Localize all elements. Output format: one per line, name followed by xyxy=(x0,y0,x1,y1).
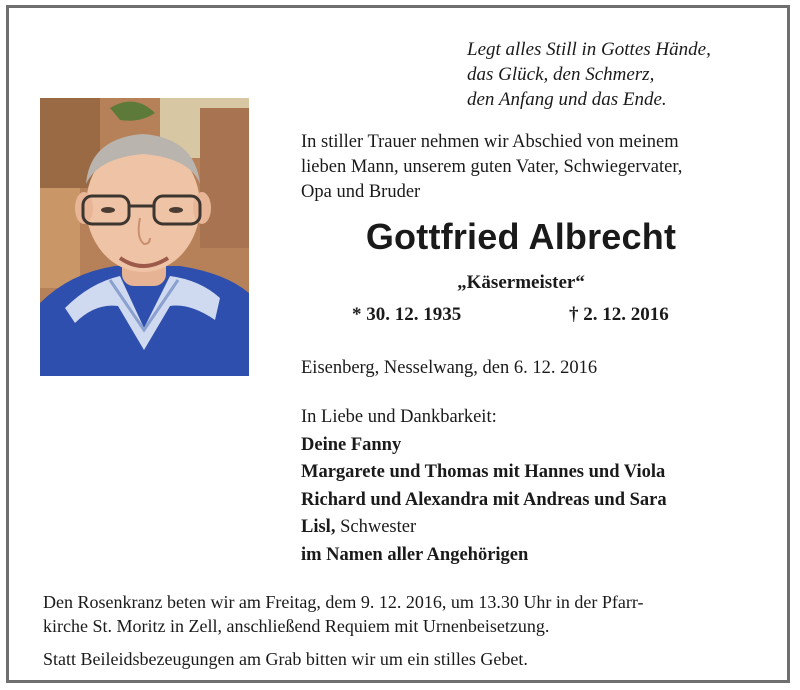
intro-line: Opa und Bruder xyxy=(301,182,421,202)
footer-line: Den Rosenkranz beten wir am Freitag, dem 9. 12. 2016, um 13.30 Uhr in der Pfarr- xyxy=(43,592,644,612)
deceased-name: Gottfried Albrecht xyxy=(365,216,677,257)
poem-line: Legt alles Still in Gottes Hände, xyxy=(467,39,711,60)
death-date: † 2. 12. 2016 xyxy=(569,304,669,325)
footer-notice xyxy=(43,590,644,671)
mourners-intro: In Liebe und Dankbarkeit: xyxy=(301,407,497,427)
birth-date: * 30. 12. 1935 xyxy=(352,304,462,325)
place-date: Eisenberg, Nesselwang, den 6. 12. 2016 xyxy=(301,358,598,378)
nickname: „Käsermeister“ xyxy=(457,272,585,293)
poem-line: das Glück, den Schmerz, xyxy=(467,64,655,85)
footer-line: kirche St. Moritz in Zell, anschließend Requiem mit Urnenbeisetzung. xyxy=(43,616,550,636)
intro-text xyxy=(301,130,682,205)
portrait-photo xyxy=(40,98,249,376)
mourner-line xyxy=(301,514,667,542)
mourner-line: im Namen aller Angehörigen xyxy=(301,544,529,565)
mourner-line: Richard und Alexandra mit Andreas und Sara xyxy=(301,489,667,510)
mourners-list xyxy=(301,404,667,569)
poem xyxy=(467,37,711,112)
intro-line: lieben Mann, unserem guten Vater, Schwiegervater, xyxy=(301,157,683,177)
poem-line: den Anfang und das Ende. xyxy=(467,89,667,110)
mourner-role: Schwester xyxy=(340,517,417,537)
intro-line: In stiller Trauer nehmen wir Abschied von meinem xyxy=(301,132,679,152)
mourner-line: Deine Fanny xyxy=(301,434,402,455)
footer-line: Statt Beileidsbezeugungen am Grab bitten wir um ein stilles Gebet. xyxy=(43,649,528,669)
mourner-name: Lisl, xyxy=(301,517,336,537)
mourner-line: Margarete und Thomas mit Hannes und Viola xyxy=(301,462,666,482)
